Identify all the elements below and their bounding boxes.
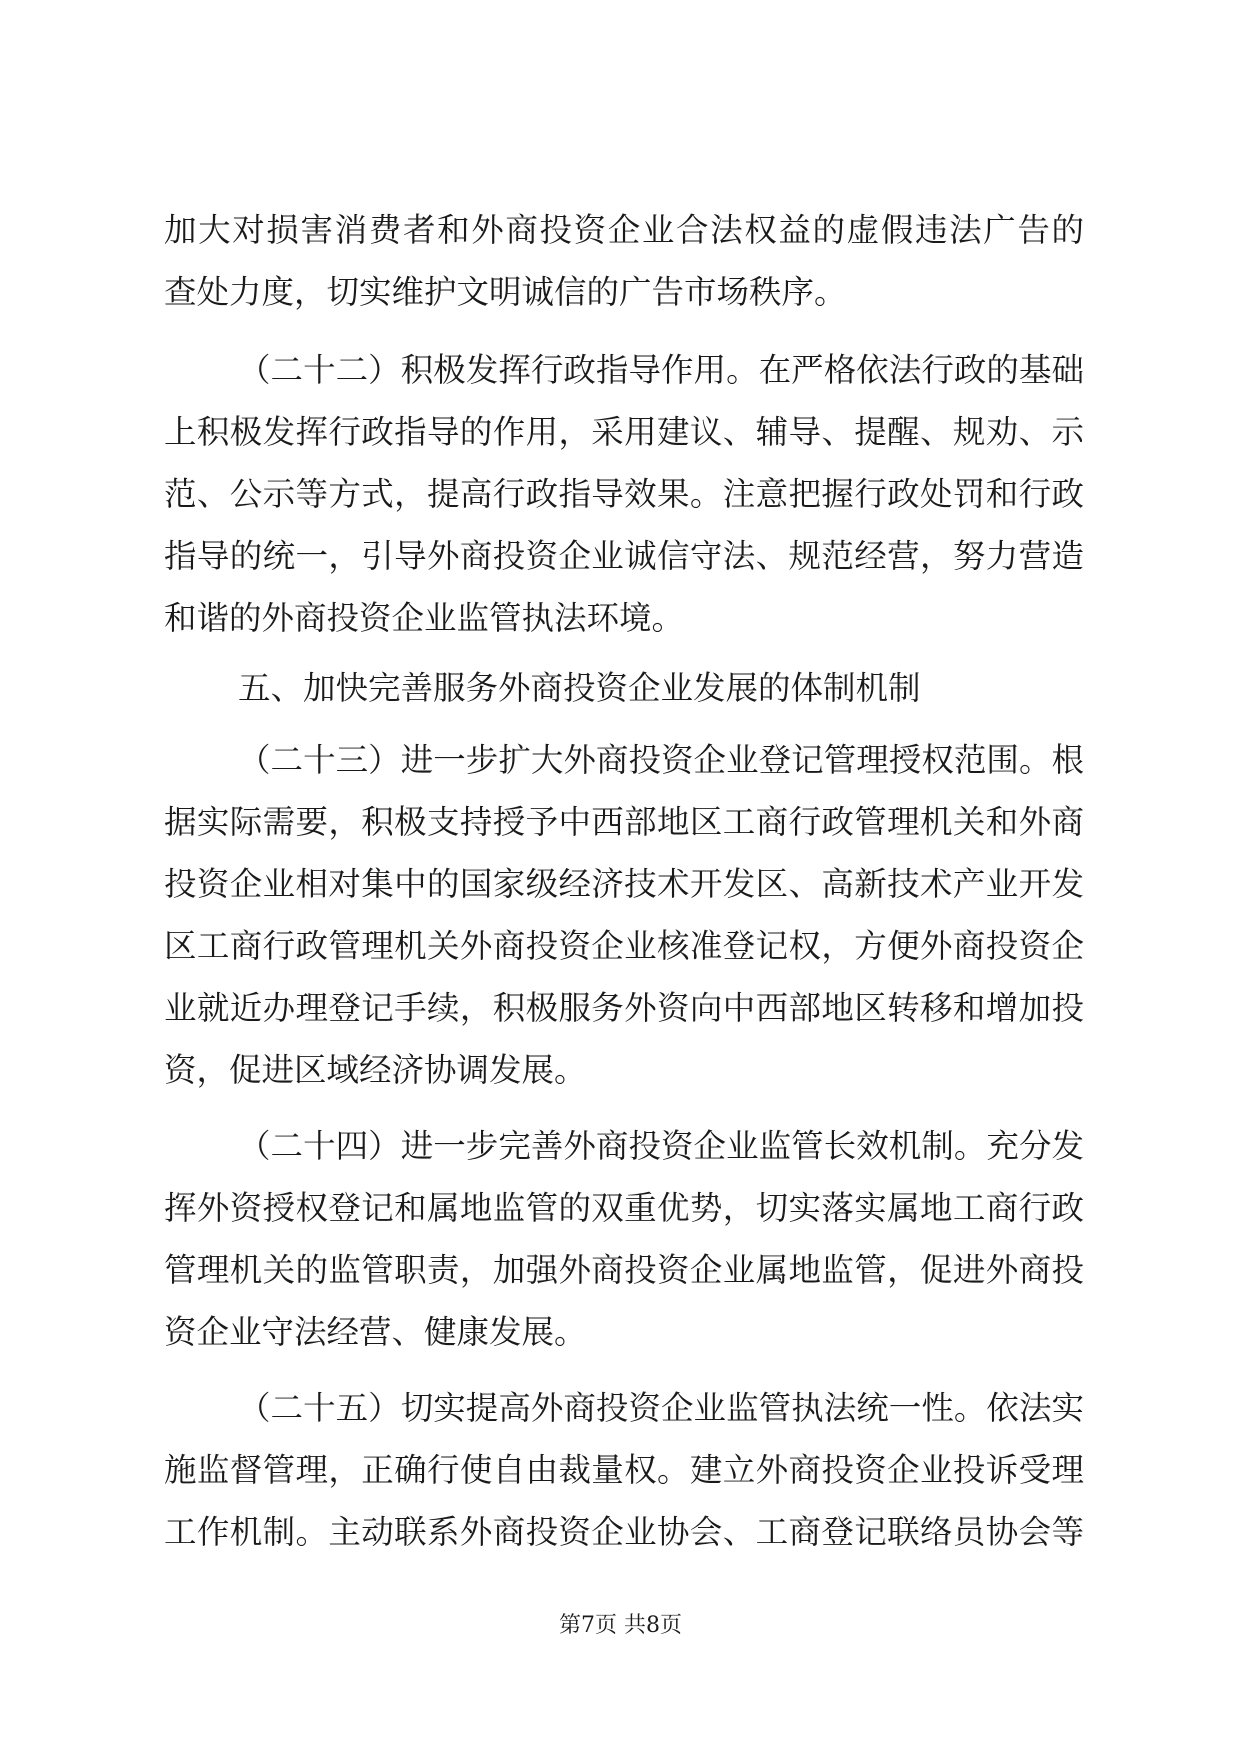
section-heading-5: 五、加快完善服务外商投资企业发展的体制机制 [238, 669, 921, 707]
text-line: 据实际需要，积极支持授予中西部地区工商行政管理机关和外商 [164, 803, 1084, 841]
text-line: 指导的统一，引导外商投资企业诚信守法、规范经营，努力营造 [164, 537, 1084, 575]
text-line: 加大对损害消费者和外商投资企业合法权益的虚假违法广告的 [164, 211, 1084, 249]
text-line: 资，促进区域经济协调发展。 [164, 1051, 587, 1089]
paragraph-heading-23: （二十三）进一步扩大外商投资企业登记管理授权范围。根 [238, 741, 1084, 779]
text-line: 工作机制。主动联系外商投资企业协会、工商登记联络员协会等 [164, 1513, 1084, 1551]
paragraph-heading-25: （二十五）切实提高外商投资企业监管执法统一性。依法实 [238, 1389, 1084, 1427]
text-line: 管理机关的监管职责，加强外商投资企业属地监管，促进外商投 [164, 1251, 1084, 1289]
text-line: 区工商行政管理机关外商投资企业核准登记权，方便外商投资企 [164, 927, 1084, 965]
page-number-footer: 第7页 共8页 [559, 1613, 682, 1638]
text-line: 范、公示等方式，提高行政指导效果。注意把握行政处罚和行政 [164, 475, 1084, 513]
paragraph-heading-22: （二十二）积极发挥行政指导作用。在严格依法行政的基础 [238, 351, 1084, 389]
paragraph-heading-24: （二十四）进一步完善外商投资企业监管长效机制。充分发 [238, 1127, 1084, 1165]
text-line: 上积极发挥行政指导的作用，采用建议、辅导、提醒、规劝、示 [164, 413, 1084, 451]
text-line: 施监督管理，正确行使自由裁量权。建立外商投资企业投诉受理 [164, 1451, 1084, 1489]
text-line: 和谐的外商投资企业监管执法环境。 [164, 599, 685, 637]
text-line: 业就近办理登记手续，积极服务外资向中西部地区转移和增加投 [164, 989, 1084, 1027]
text-line: 资企业守法经营、健康发展。 [164, 1313, 587, 1351]
text-line: 查处力度，切实维护文明诚信的广告市场秩序。 [164, 273, 847, 311]
text-line: 投资企业相对集中的国家级经济技术开发区、高新技术产业开发 [164, 865, 1084, 903]
text-line: 挥外资授权登记和属地监管的双重优势，切实落实属地工商行政 [164, 1189, 1084, 1227]
